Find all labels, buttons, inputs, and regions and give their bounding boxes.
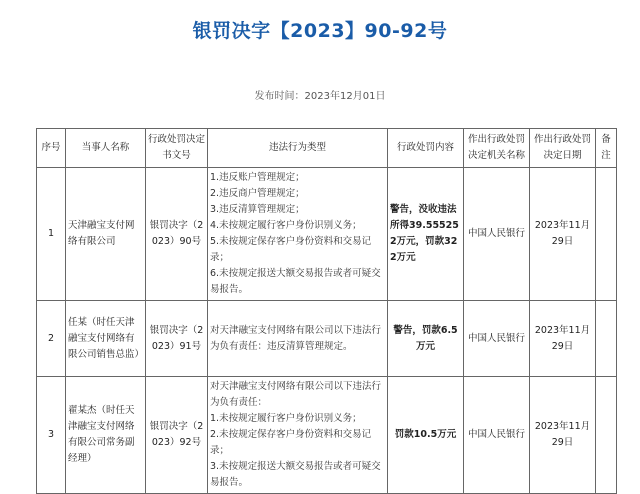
cell-date: 2023年11月29日 — [530, 168, 596, 301]
cell-penalty: 警告，没收违法所得39.555252万元，罚款322万元 — [388, 168, 464, 301]
page-title: 银罚决字【2023】90-92号 — [192, 20, 448, 42]
violation-line: 3.违反清算管理规定； — [210, 204, 305, 215]
header-docno: 行政处罚决定书文号 — [146, 129, 208, 168]
cell-authority: 中国人民银行 — [464, 377, 530, 494]
cell-docno: 银罚决字（2023）92号 — [146, 377, 208, 494]
cell-docno: 银罚决字（2023）91号 — [146, 301, 208, 377]
header-party: 当事人名称 — [66, 129, 146, 168]
header-authority: 作出行政处罚决定机关名称 — [464, 129, 530, 168]
violation-line: 3.未按规定报送大额交易报告或者可疑交易报告。 — [210, 461, 381, 488]
cell-docno: 银罚决字（2023）90号 — [146, 168, 208, 301]
cell-no: 1 — [37, 168, 66, 301]
cell-date: 2023年11月29日 — [530, 301, 596, 377]
cell-remark — [596, 377, 617, 494]
table-row — [37, 168, 617, 301]
violation-line: 2.违反商户管理规定； — [210, 188, 305, 199]
violation-line: 2.未按规定保存客户身份资料和交易记录； — [210, 429, 372, 456]
header-date: 作出行政处罚决定日期 — [530, 129, 596, 168]
cell-violation — [208, 301, 388, 377]
violation-line: 5.未按规定保存客户身份资料和交易记录； — [210, 236, 372, 263]
cell-party: 天津融宝支付网络有限公司 — [66, 168, 146, 301]
cell-remark — [596, 301, 617, 377]
violation-line: 对天津融宝支付网络有限公司以下违法行为负有责任：违反清算管理规定。 — [210, 324, 382, 352]
table-header-row — [37, 129, 617, 168]
header-violation: 违法行为类型 — [208, 129, 388, 168]
cell-no: 2 — [37, 301, 66, 377]
header-no: 序号 — [37, 129, 66, 168]
cell-violation — [208, 168, 388, 301]
cell-violation — [208, 377, 388, 494]
table-row — [37, 377, 617, 494]
violation-line: 4.未按规定履行客户身份识别义务； — [210, 220, 362, 231]
cell-remark — [596, 168, 617, 301]
violation-line: 1.未按规定履行客户身份识别义务； — [210, 413, 362, 424]
cell-party: 任某（时任天津融宝支付网络有限公司销售总监） — [66, 301, 146, 377]
header-remark: 备注 — [596, 129, 617, 168]
violation-line: 对天津融宝支付网络有限公司以下违法行为负有责任： — [210, 381, 382, 408]
cell-authority: 中国人民银行 — [464, 168, 530, 301]
cell-no: 3 — [37, 377, 66, 494]
publish-date: 发布时间：2023年12月01日 — [254, 91, 386, 102]
cell-party: 翟某杰（时任天津融宝支付网络有限公司常务副经理） — [66, 377, 146, 494]
cell-penalty: 警告，罚款6.5万元 — [388, 301, 464, 377]
table-row — [37, 301, 617, 377]
penalty-table — [36, 128, 617, 494]
cell-authority: 中国人民银行 — [464, 301, 530, 377]
header-penalty: 行政处罚内容 — [388, 129, 464, 168]
cell-penalty: 罚款10.5万元 — [388, 377, 464, 494]
violation-line: 6.未按规定报送大额交易报告或者可疑交易报告。 — [210, 268, 381, 295]
violation-line: 1.违反账户管理规定； — [210, 172, 305, 183]
cell-date: 2023年11月29日 — [530, 377, 596, 494]
